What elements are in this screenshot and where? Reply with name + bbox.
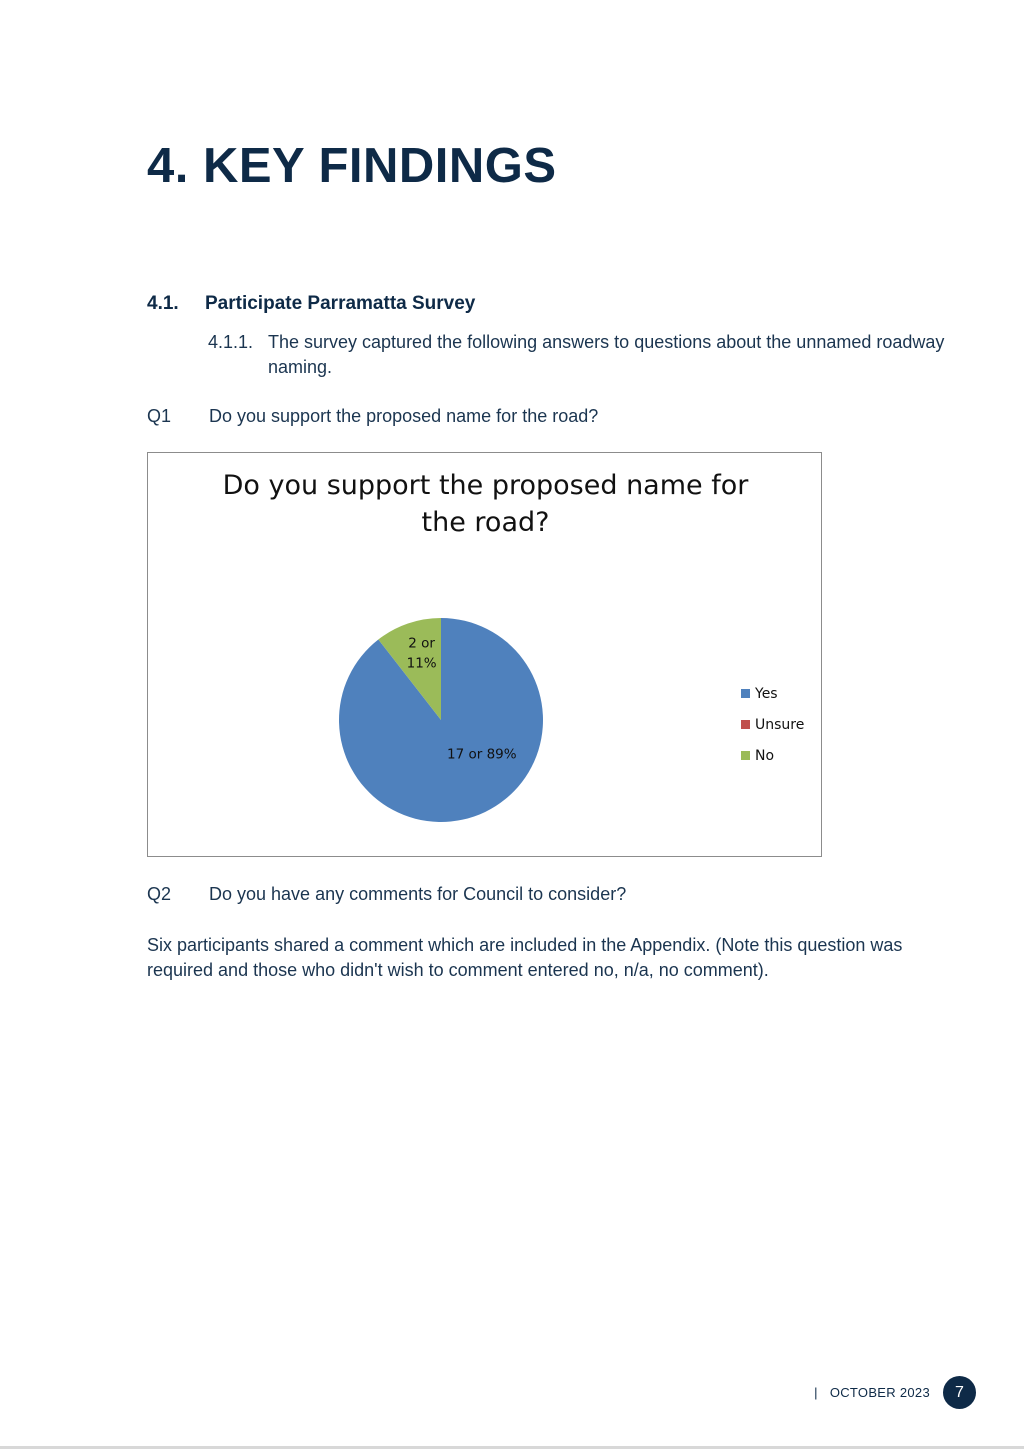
legend-swatch [741, 751, 750, 760]
question-1-text: Do you support the proposed name for the road? [209, 406, 599, 426]
pie-chart-canvas [148, 453, 823, 858]
footer-date-text: OCTOBER 2023 [829, 1385, 930, 1400]
chart-legend [741, 678, 804, 771]
data-label-no: 2 or 11% [406, 635, 437, 672]
footer-separator: | [814, 1385, 818, 1400]
legend-swatch [741, 720, 750, 729]
legend-item-no [741, 740, 804, 771]
page-title: 4. KEY FINDINGS [147, 139, 557, 193]
section-number: 4.1. [147, 293, 179, 314]
page-footer [0, 1376, 1024, 1410]
pie-chart [147, 452, 822, 857]
legend-swatch [741, 689, 750, 698]
question-1-label: Q1 [147, 406, 172, 426]
section-heading [147, 293, 475, 315]
subsection-paragraph [208, 330, 948, 380]
legend-label: No [755, 747, 775, 764]
chart-title: Do you support the proposed name for the road? [222, 470, 749, 538]
question-2-text: Do you have any comments for Council to consider? [209, 884, 627, 904]
subsection-text: The survey captured the following answers to questions about the unnamed roadway naming. [268, 332, 945, 377]
question-2-label: Q2 [147, 884, 172, 904]
body-paragraph: Six participants shared a comment which are included in the Appendix. (Note this question was required and those who didn't wish to comment entered no, n/a, no comment). [147, 935, 903, 980]
footer-date [814, 1385, 930, 1400]
question-2 [147, 884, 626, 905]
section-title: Participate Parramatta Survey [205, 293, 476, 314]
legend-item-yes [741, 678, 804, 709]
subsection-number: 4.1.1. [208, 332, 254, 352]
legend-label: Yes [755, 685, 778, 702]
page-number-badge: 7 [943, 1376, 976, 1409]
legend-item-unsure [741, 709, 804, 740]
question-1 [147, 406, 598, 427]
data-label-yes: 17 or 89% [447, 746, 517, 763]
legend-label: Unsure [755, 716, 805, 733]
